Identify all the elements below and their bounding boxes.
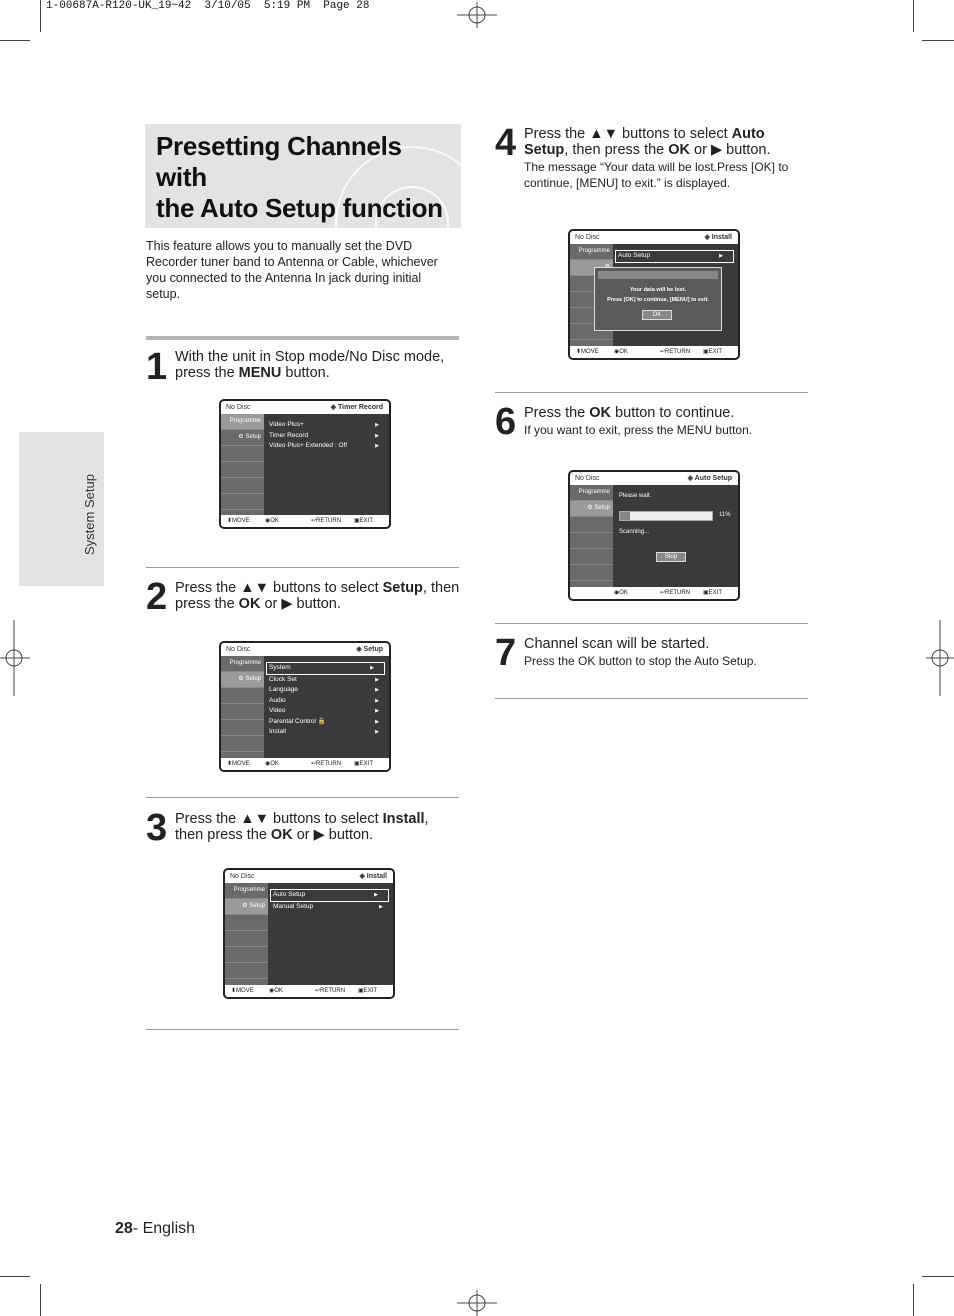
crop-mark	[40, 1284, 41, 1316]
section-divider	[146, 336, 459, 340]
crop-mark	[913, 1284, 914, 1316]
step-4-text: Press the ▲▼ buttons to select Auto Setup, then press the OK or ▶ button.	[524, 126, 771, 158]
crop-mark	[913, 0, 914, 32]
osd-screen-install-warning: No Disc ◈ Install Programme Auto Setup ▶ Your data will be lost. Press [OK] to continue, [MENU] to exit. OK ⬍ MOVE ◉ OK ↩ RETURN ▣ EXIT	[568, 229, 740, 360]
osd-screen-install: No Disc ◈ Install Programme ⚙ Setup Auto Setup ▶ Manual Setup ▶ ⬍ MOVE ◉ OK ↩ RETURN ▣ EXIT	[223, 868, 395, 999]
crop-mark	[0, 1276, 30, 1277]
side-tab-label: System Setup	[82, 474, 97, 555]
menu-item: Video Plus+ ▶	[269, 421, 379, 428]
registration-mark	[926, 620, 954, 696]
step-3-text: Press the ▲▼ buttons to select Install, then press the OK or ▶ button.	[175, 811, 429, 843]
gear-icon: ⚙ Setup	[225, 899, 268, 915]
gear-icon: ⚙ Setup	[570, 501, 613, 517]
step-2-text: Press the ▲▼ buttons to select Setup, then press the OK or ▶ button.	[175, 580, 460, 612]
gear-icon: ⚙ Setup	[221, 672, 264, 688]
step-6-note: If you want to exit, press the MENU button.	[524, 423, 753, 437]
crop-mark	[40, 0, 41, 32]
stop-button[interactable]: Stop	[656, 552, 686, 562]
step-number: 2	[146, 576, 168, 618]
step-number: 3	[146, 807, 168, 849]
step-number: 7	[495, 632, 517, 674]
section-divider	[495, 392, 808, 393]
intro-text: This feature allows you to manually set the DVD Recorder tuner band to Antenna or Cable, whichever you connected to the Antenna In jack during initial setup.	[146, 239, 438, 301]
step-number: 1	[146, 346, 168, 388]
step-1-text: With the unit in Stop mode/No Disc mode, press the MENU button.	[175, 349, 445, 381]
step-number: 6	[495, 401, 517, 443]
osd-screen-timer-record: No Disc ◈ Timer Record Programme ⚙ Setup Video Plus+ ▶ Timer Record ▶ Video Plus+ Extended : Off ▶ ⬍ MOVE ◉ OK ↩ RETURN ▣ EXIT	[219, 399, 391, 529]
step-4-note: The message “Your data will be lost.Press [OK] to continue, [MENU] to exit.” is displayed.	[524, 160, 789, 190]
section-divider	[146, 567, 459, 568]
crop-mark	[0, 40, 30, 41]
crop-mark	[922, 1276, 954, 1277]
menu-item: Timer Record ▶	[269, 431, 379, 439]
section-divider	[146, 1029, 459, 1030]
step-number: 4	[495, 122, 517, 164]
osd-screen-setup: No Disc ◈ Setup Programme ⚙ Setup System ▶ Clock Set ▶ Language ▶ Audio ▶ Video ▶ Parental Control 🔒 ▶ Install ▶ ⬍ MOVE ◉ OK ↩ RETURN ▣ EXIT	[219, 641, 391, 772]
menu-item: Video Plus+ Extended : Off ▶	[269, 442, 379, 449]
section-divider	[495, 623, 808, 624]
progress-bar	[619, 511, 713, 521]
title-line-1: Presetting Channels with	[156, 131, 402, 192]
step-7-note: Press the OK button to stop the Auto Setup.	[524, 654, 757, 668]
ok-button[interactable]: OK	[642, 310, 672, 320]
registration-mark	[0, 620, 30, 696]
registration-mark	[457, 1290, 497, 1316]
registration-mark	[457, 2, 497, 28]
osd-screen-auto-setup: No Disc ◈ Auto Setup Programme ⚙ Setup Please wait. 11% Scanning... Stop ◉ OK ↩ RETURN ▣ EXIT	[568, 470, 740, 601]
gear-icon: ⚙ Setup	[221, 430, 264, 446]
section-divider	[495, 698, 808, 699]
step-7-text: Channel scan will be started.	[524, 636, 710, 652]
print-header: 1-00687A-R120-UK_19~42 3/10/05 5:19 PM Page 28	[46, 0, 370, 12]
crop-mark	[922, 40, 954, 41]
warning-dialog: Your data will be lost. Press [OK] to continue, [MENU] to exit. OK	[594, 267, 722, 331]
title-line-2: the Auto Setup function	[156, 193, 443, 223]
section-divider	[146, 797, 459, 798]
step-6-text: Press the OK button to continue.	[524, 405, 735, 421]
page-number: 28- English	[115, 1220, 196, 1237]
page-title	[156, 131, 456, 224]
lock-icon: 🔒	[317, 717, 326, 725]
